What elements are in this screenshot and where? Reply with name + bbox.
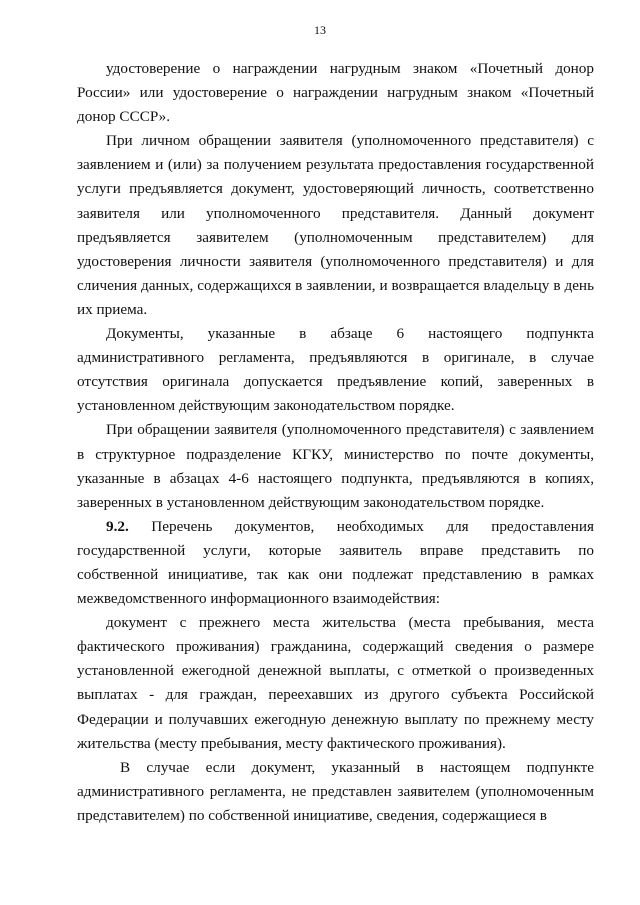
page-number: 13 [314,23,326,37]
paragraph-personal-appeal: При личном обращении заявителя (уполномоченного представителя) с заявлением и (или) за получением результата предоставления государственной услуги предъявляется документ, удостоверяющий личность, соответственно заявителя или уполномоченного представителя. Данный документ предъявляется заявителем (уполномоченным представителем) для удостоверения личности заявителя (уполномоченного представителя) и для сличения данных, содержащихся в заявлении, и возвращается владельцу в день их приема. [77,132,594,318]
section-number: 9.2. [106,517,129,535]
paragraph-not-submitted: В случае если документ, указанный в настоящем подпункте административного регламента, не представлен заявителем (уполномоченным представителем) по собственной инициативе, сведения, содержащиеся в [77,758,594,824]
section-9-2 [77,515,594,611]
document-body [77,57,594,828]
section-text: Перечень документов, необходимых для предоставления государственной услуги, которые заявитель вправе представить по собственной инициативе, так как они подлежат представлению в рамках межведомственного информационного взаимодействия: [77,517,594,608]
paragraph-previous-residence: документ с прежнего места жительства (места пребывания, места фактического проживания) гражданина, содержащий сведения о размере установленной ежегодной денежной выплаты, с отметкой о произведенных выплатах - для граждан, переехавших из другого субъекта Российской Федерации и получавших ежегодную денежную выплату по прежнему месту жительства (месту пребывания, месту фактического проживания). [77,614,594,752]
paragraph-postal-appeal: При обращении заявителя (уполномоченного представителя) с заявлением в структурное подразделение КГКУ, министерство по почте документы, указанные в абзацах 4-6 настоящего подпункта, предъявляются в копиях, заверенных в установленном действующим законодательством порядке. [77,421,594,511]
paragraph-donor-certificate: удостоверение о награждении нагрудным знаком «Почетный донор России» или удостоверение о награждении нагрудным знаком «Почетный донор СССР». [77,60,594,126]
paragraph-originals: Документы, указанные в абзаце 6 настоящего подпункта административного регламента, предъявляются в оригинале, в случае отсутствия оригинала допускается предъявление копий, заверенных в установленном действующим законодательством порядке. [77,325,594,415]
